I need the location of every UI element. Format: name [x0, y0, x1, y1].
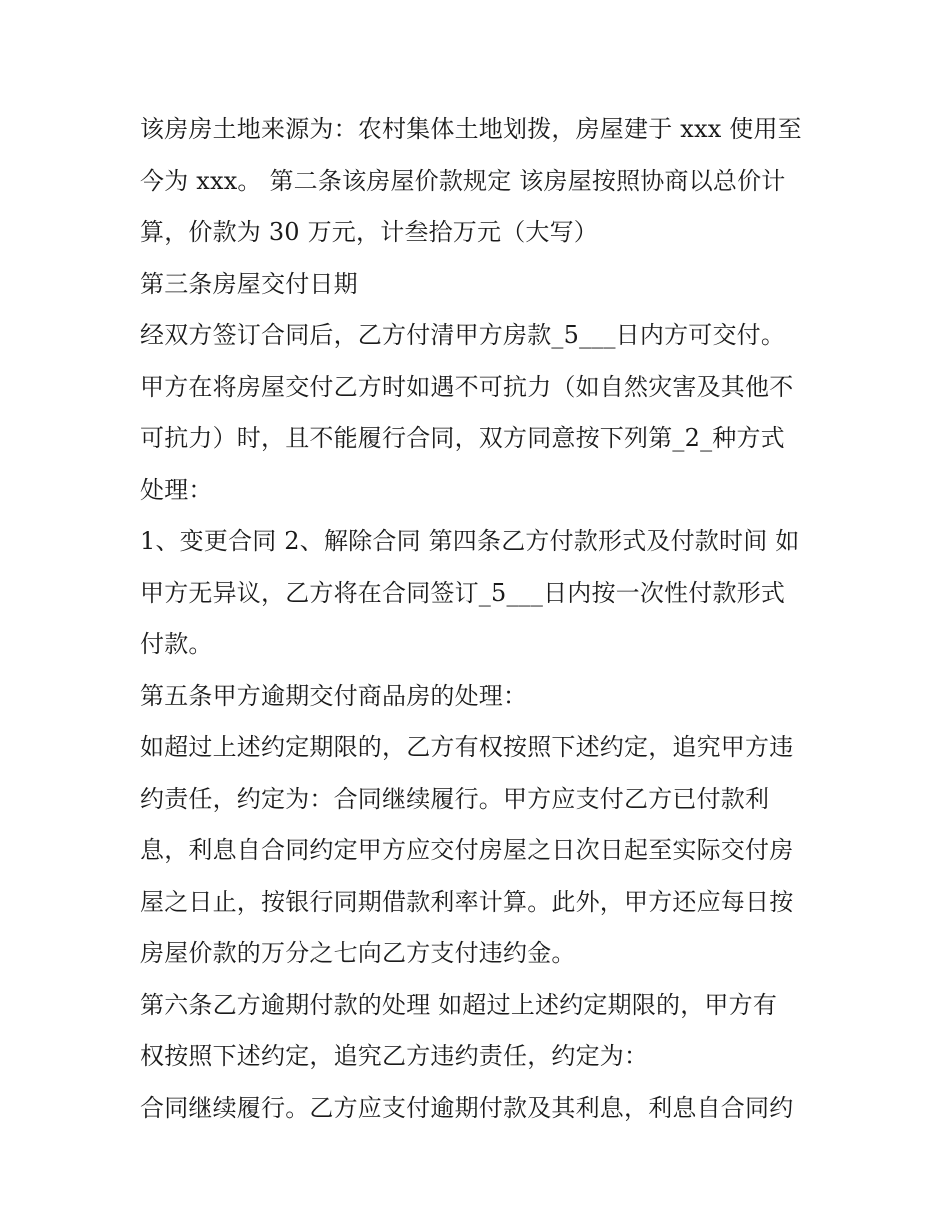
- section-heading: 第三条房屋交付日期: [140, 269, 358, 298]
- text-line: 屋之日止，按银行同期借款利率计算。此外，甲方还应每日按: [140, 887, 794, 916]
- text-line: 约责任，约定为：合同继续履行。甲方应支付乙方已付款利: [140, 784, 770, 813]
- text-line: 经双方签订合同后，乙方付清甲方房款_5___日内方可交付。: [140, 321, 786, 349]
- text-line: 房屋价款的万分之七向乙方支付违约金。: [140, 939, 576, 967]
- section-heading: 第五条甲方逾期交付商品房的处理：: [140, 681, 528, 710]
- text-line: 算，价款为 30 万元，计叁拾万元（大写）: [140, 218, 598, 246]
- document-body: [140, 104, 830, 1134]
- text-line: 息，利息自合同约定甲方应交付房屋之日次日起至实际交付房: [140, 836, 794, 864]
- text-line: 今为 xxx。 第二条该房屋价款规定 该房屋按照协商以总价计: [140, 166, 786, 195]
- text-line: 付款。: [140, 630, 213, 658]
- text-line: 合同继续履行。乙方应支付逾期付款及其利息，利息自合同约: [140, 1093, 794, 1122]
- text-line: 权按照下述约定，追究乙方违约责任，约定为：: [140, 1042, 649, 1070]
- text-line: 处理：: [140, 475, 213, 504]
- text-line: 1、变更合同 2、解除合同 第四条乙方付款形式及付款时间 如: [140, 527, 800, 555]
- text-line: 甲方无异议，乙方将在合同签订_5___日内按一次性付款形式: [140, 578, 786, 607]
- text-line: 可抗力）时，且不能履行合同，双方同意按下列第_2_种方式: [140, 424, 785, 452]
- text-line: 甲方在将房屋交付乙方时如遇不可抗力（如自然灾害及其他不: [140, 372, 794, 401]
- text-line: 如超过上述约定期限的，乙方有权按照下述约定，追究甲方违: [140, 733, 794, 761]
- text-line: 该房房土地来源为：农村集体土地划拨，房屋建于 xxx 使用至: [140, 115, 802, 143]
- text-line: 第六条乙方逾期付款的处理 如超过上述约定期限的，甲方有: [140, 990, 778, 1019]
